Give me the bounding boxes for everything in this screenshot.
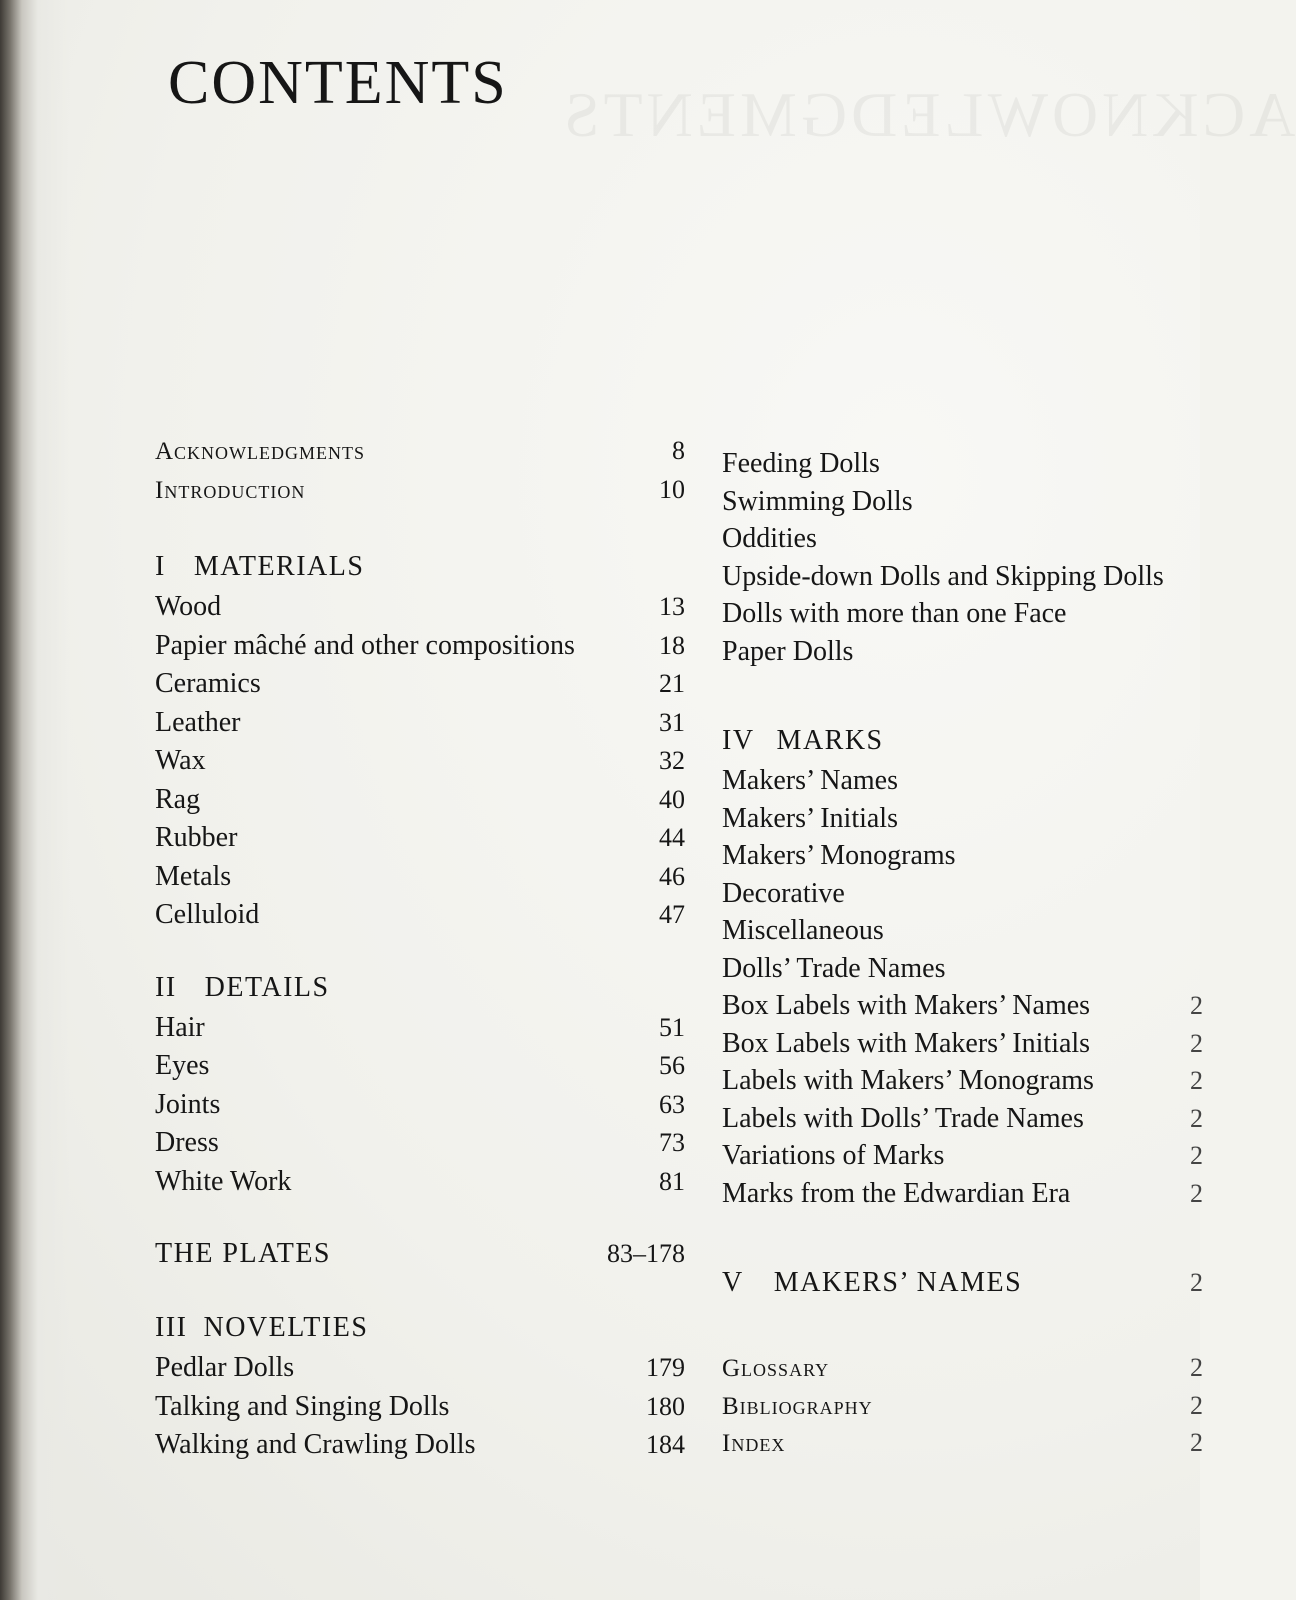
toc-entry-label: Decorative (722, 877, 845, 909)
toc-entry-page: 21 (659, 669, 685, 698)
toc-entry-label: Ceramics (155, 668, 261, 699)
toc-entry (722, 523, 1200, 561)
toc-entry (722, 990, 1203, 1028)
toc-entry-label: Box Labels with Makers’ Names (722, 990, 1091, 1021)
toc-entry-page: 2 (1190, 1353, 1203, 1382)
toc-entry-label: Labels with Dolls’ Trade Names (722, 1102, 1084, 1134)
toc-entry-label: Swimming Dolls (722, 485, 913, 517)
toc-entry-label: Walking and Crawling Dolls (155, 1429, 476, 1460)
section-number: I (155, 551, 166, 582)
bleed-through-text (560, 78, 1296, 152)
toc-entry (155, 1089, 685, 1128)
toc-entry-label: Dolls’ Trade Names (722, 952, 946, 984)
toc-entry (722, 1140, 1203, 1178)
toc-entry-label: Leather (155, 706, 241, 738)
toc-entry-page: 73 (659, 1128, 685, 1157)
toc-entry-page: 2 (1190, 1390, 1203, 1420)
toc-entry-label: Oddities (722, 523, 817, 554)
toc-entry (155, 745, 685, 784)
toc-entry (155, 1352, 685, 1391)
toc-entry-plates (155, 1238, 685, 1278)
toc-entry (722, 915, 1200, 953)
toc-entry (722, 803, 1200, 841)
toc-entry-page: 2 (1190, 1141, 1203, 1170)
toc-entry-page: 63 (659, 1089, 685, 1119)
toc-entry-page: 13 (659, 592, 685, 621)
toc-entry (722, 1065, 1203, 1103)
section-number: IV (722, 725, 755, 756)
toc-entry (722, 636, 1200, 674)
toc-entry-page: 2 (1190, 1028, 1203, 1058)
toc-entry (155, 591, 685, 630)
toc-entry-page: 8 (672, 436, 685, 465)
toc-entry (722, 1027, 1203, 1066)
toc-entry (155, 822, 685, 861)
toc-entry-page: 184 (646, 1430, 685, 1459)
toc-entry (722, 448, 1200, 486)
toc-entry-label: Makers’ Names (722, 765, 898, 796)
toc-entry-label: Labels with Makers’ Monograms (722, 1065, 1094, 1096)
toc-entry-label: Wax (155, 745, 206, 776)
contents-left-column (155, 436, 685, 1468)
toc-entry-label: Eyes (155, 1050, 210, 1081)
toc-entry-label: Variations of Marks (722, 1140, 945, 1171)
toc-entry (722, 486, 1200, 524)
toc-entry-label: Acknowledgments (155, 438, 366, 465)
toc-entry-page: 44 (659, 823, 685, 852)
toc-entry-label: Miscellaneous (722, 915, 884, 946)
toc-entry-page: 2 (1190, 1268, 1205, 1297)
section-title: MAKERS’ NAMES (773, 1267, 1023, 1298)
toc-entry-page: 47 (659, 900, 685, 929)
toc-entry-label: White Work (155, 1165, 292, 1197)
toc-entry-introduction (155, 475, 685, 514)
toc-entry-page: 2 (1190, 1428, 1203, 1457)
section-title: NOVELTIES (203, 1312, 369, 1343)
contents-right-column (722, 448, 1205, 1466)
toc-entry-label: Makers’ Monograms (722, 840, 956, 871)
toc-entry (722, 878, 1200, 916)
toc-entry-label: Joints (155, 1088, 221, 1120)
toc-entry-page: 10 (659, 474, 685, 504)
page-title: CONTENTS (168, 49, 508, 117)
toc-entry-label: Pedlar Dolls (155, 1352, 295, 1383)
toc-entry-page: 83–178 (607, 1239, 685, 1268)
section-heading-marks (722, 725, 1200, 765)
section-heading-details (155, 972, 685, 1012)
toc-entry-page: 81 (659, 1166, 685, 1196)
toc-entry (155, 1166, 685, 1205)
toc-entry-page: 31 (659, 707, 685, 737)
toc-entry-label: Upside-down Dolls and Skipping Dolls (722, 560, 1164, 592)
toc-entry-page: 56 (659, 1051, 685, 1080)
toc-entry-label: Introduction (155, 476, 306, 504)
toc-entry-page: 2 (1190, 1178, 1203, 1208)
section-title: MARKS (776, 725, 884, 756)
toc-entry-page: 2 (1190, 991, 1203, 1020)
toc-entry (722, 765, 1200, 803)
toc-entry-page: 2 (1190, 1066, 1203, 1095)
toc-entry-label: Talking and Singing Dolls (155, 1390, 450, 1422)
toc-entry-label: Hair (155, 1011, 205, 1043)
toc-entry-label: Dolls with more than one Face (722, 598, 1067, 629)
toc-entry-label: Metals (155, 860, 232, 892)
toc-entry-label: Makers’ Initials (722, 802, 898, 834)
toc-entry-page: 2 (1190, 1103, 1203, 1133)
toc-entry (155, 784, 685, 823)
toc-entry (155, 899, 685, 938)
toc-entry-label: Celluloid (155, 899, 260, 930)
section-number: II (155, 971, 177, 1003)
toc-entry (155, 668, 685, 707)
section-heading-novelties (155, 1312, 685, 1352)
toc-entry (722, 598, 1200, 636)
toc-entry-label: Feeding Dolls (722, 448, 880, 479)
toc-entry-bibliography (722, 1390, 1203, 1429)
toc-entry-label: Rag (155, 783, 201, 815)
toc-entry-label: Marks from the Edwardian Era (722, 1177, 1071, 1209)
toc-entry-label: Wood (155, 591, 222, 622)
toc-entry (722, 1177, 1203, 1216)
toc-entry (155, 861, 685, 900)
toc-entry-label: Glossary (722, 1355, 830, 1382)
toc-entry-label: Index (722, 1430, 786, 1457)
section-heading-makers-names (722, 1267, 1205, 1307)
toc-entry-acknowledgments (155, 436, 685, 475)
toc-entry-index (722, 1428, 1203, 1466)
toc-entry-page: 179 (646, 1353, 685, 1382)
toc-entry (722, 840, 1200, 878)
section-title: MATERIALS (193, 551, 365, 582)
toc-entry-page: 180 (646, 1391, 685, 1421)
toc-entry (722, 1102, 1203, 1141)
toc-entry-page: 32 (659, 746, 685, 775)
toc-entry-label: Rubber (155, 822, 238, 853)
toc-entry (722, 561, 1200, 599)
toc-entry-label: Box Labels with Makers’ Initials (722, 1027, 1091, 1059)
toc-entry (722, 953, 1200, 991)
section-title: DETAILS (204, 971, 330, 1003)
toc-entry (155, 1012, 685, 1051)
section-number: V (722, 1267, 744, 1298)
toc-entry (155, 1391, 685, 1430)
toc-entry-page: 46 (659, 861, 685, 891)
toc-entry-label: Papier mâché and other compositions (155, 629, 575, 661)
toc-entry (155, 630, 685, 669)
toc-entry (155, 707, 685, 746)
section-number: III (155, 1312, 188, 1343)
toc-entry (155, 1127, 685, 1166)
toc-entry-label: Bibliography (722, 1392, 873, 1420)
toc-entry-label: Dress (155, 1127, 219, 1158)
toc-entry (155, 1429, 685, 1468)
toc-entry (155, 1050, 685, 1089)
toc-entry-label: THE PLATES (155, 1238, 331, 1269)
section-heading-materials (155, 551, 685, 591)
toc-entry-page: 51 (659, 1012, 685, 1042)
toc-entry-glossary (722, 1353, 1203, 1391)
toc-entry-label: Paper Dolls (722, 635, 854, 667)
toc-entry-page: 40 (659, 784, 685, 814)
toc-entry-page: 18 (659, 630, 685, 660)
